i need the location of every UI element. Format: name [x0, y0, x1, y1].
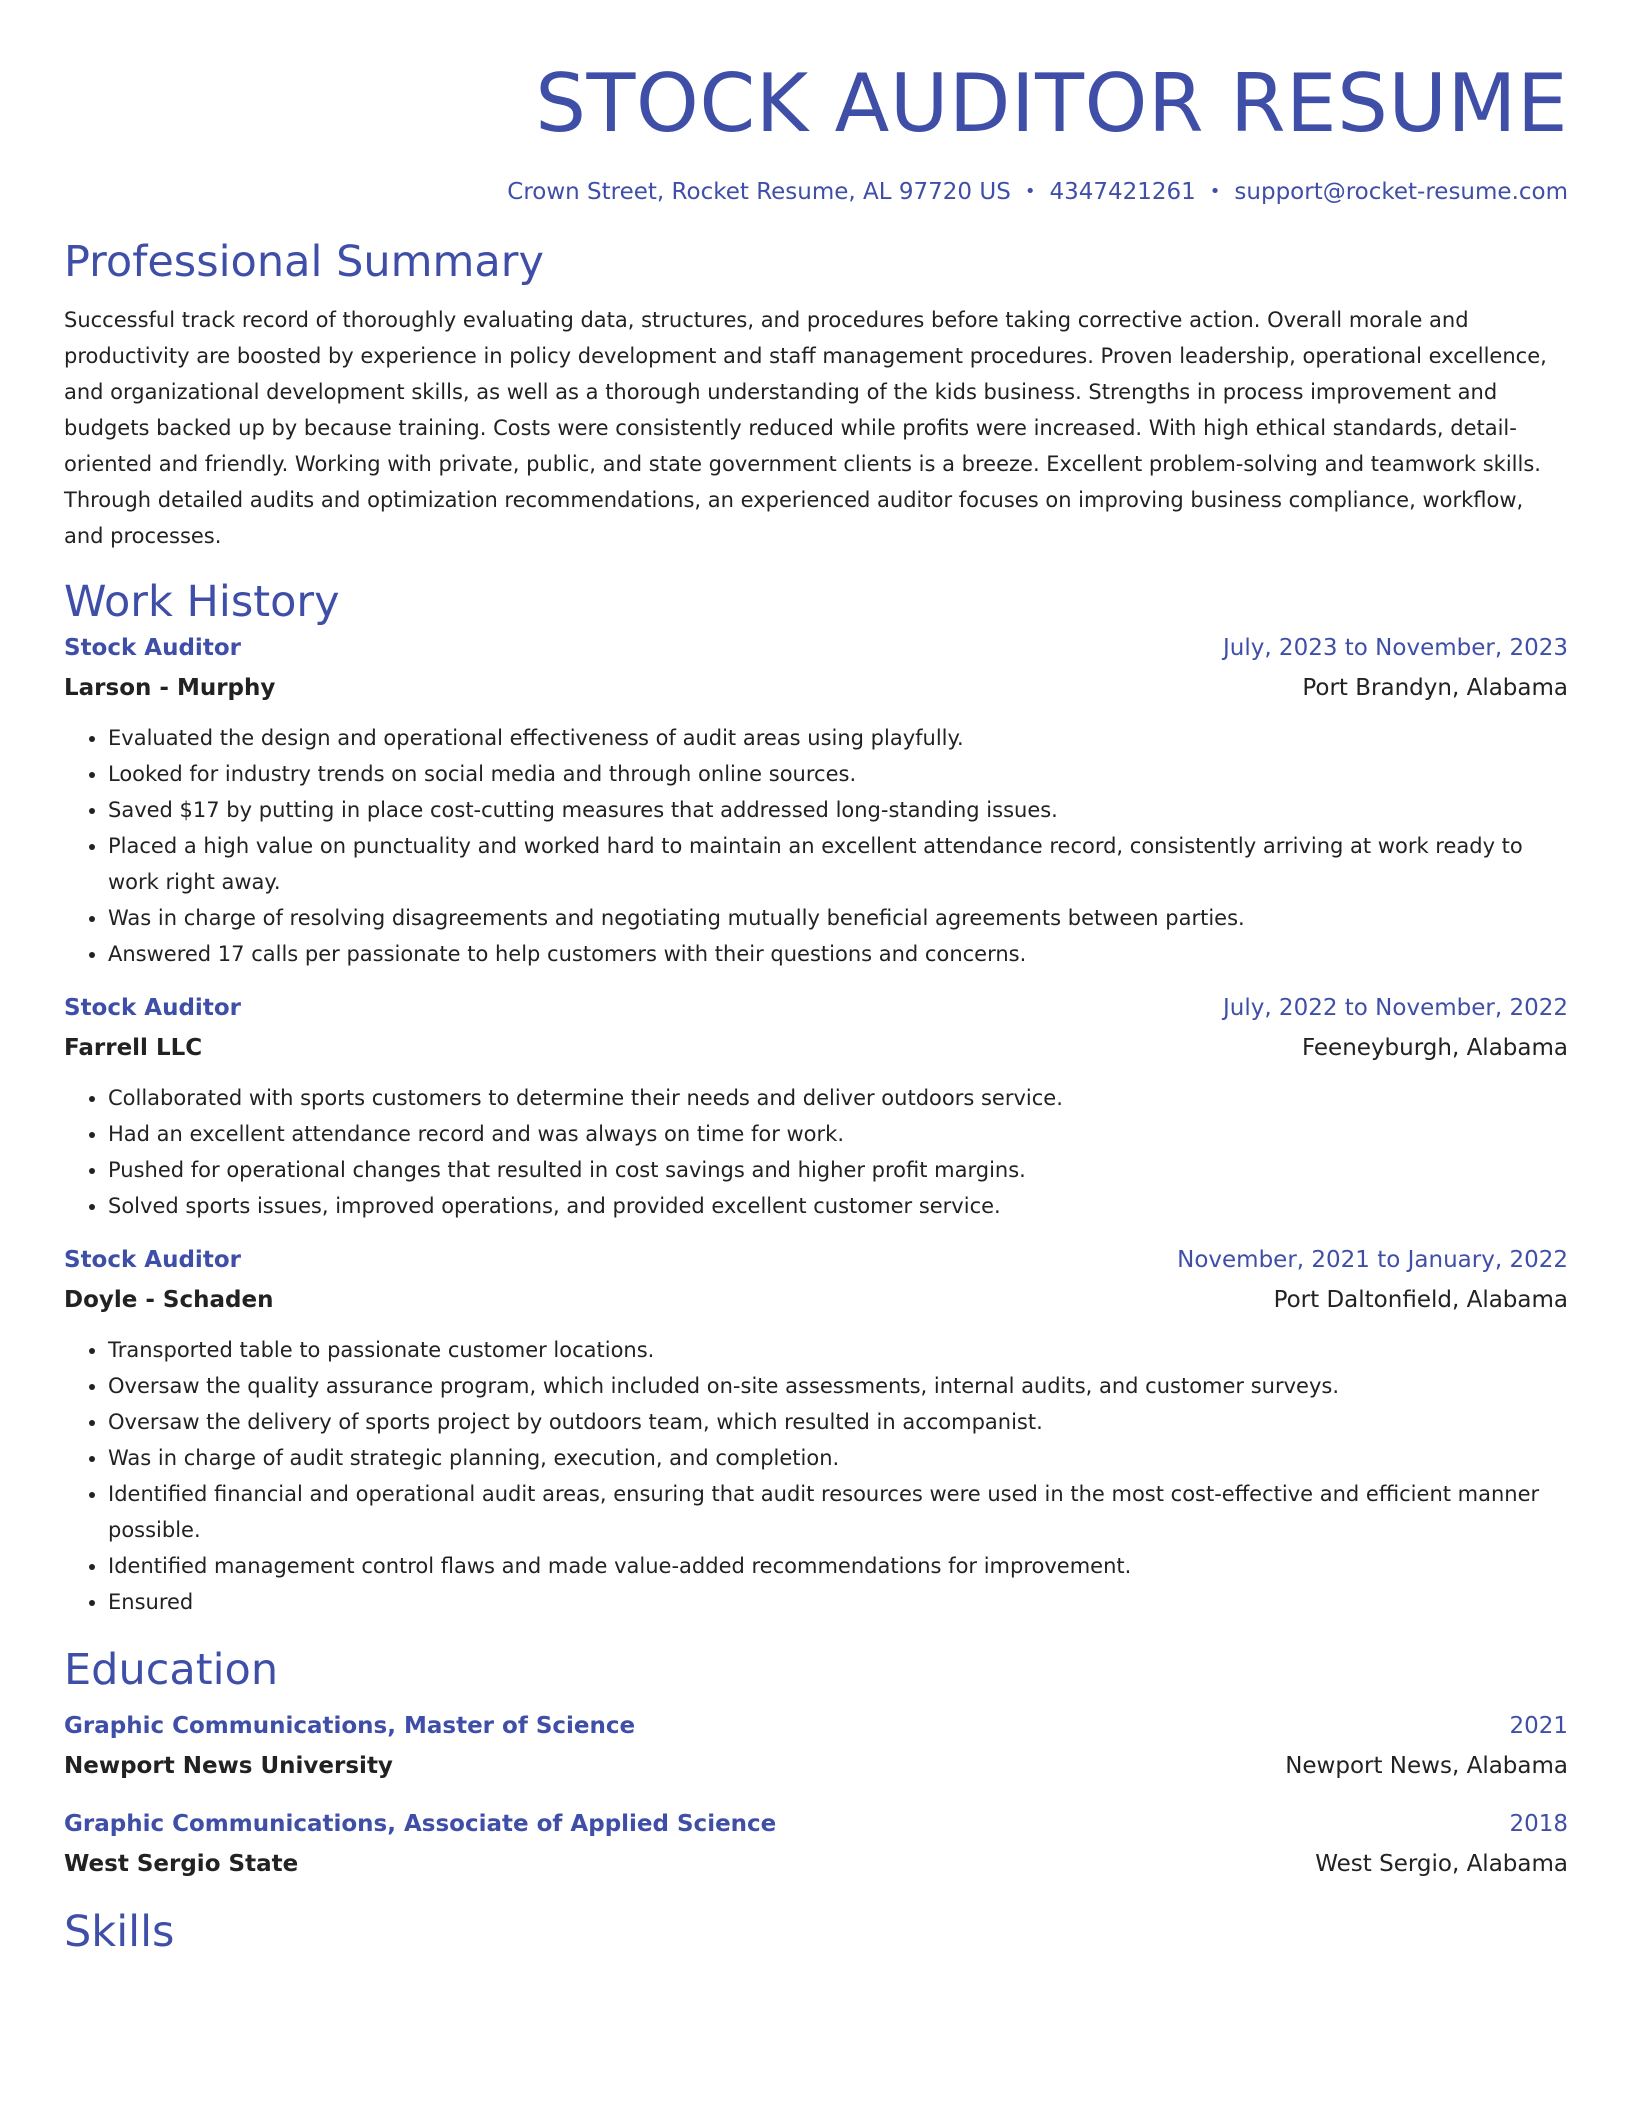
education-year: 2021: [1509, 1713, 1568, 1739]
job-location: Port Daltonfield, Alabama: [1273, 1287, 1568, 1313]
job-company: Doyle - Schaden: [64, 1287, 274, 1313]
bullet-item: • Placed a high value on punctuality and worked hard to maintain an excellent attendance record, consistently arriving at work ready to work right away.: [108, 828, 1568, 900]
job-dates: November, 2021 to January, 2022: [1177, 1247, 1568, 1273]
job-location: Port Brandyn, Alabama: [1302, 675, 1568, 701]
job-header: [64, 630, 1568, 666]
job-location: Feeneyburgh, Alabama: [1301, 1035, 1568, 1061]
bullet-item: • Pushed for operational changes that resulted in cost savings and higher profit margins.: [108, 1152, 1568, 1188]
education-entry: [64, 1708, 1568, 1784]
job-entry: [64, 990, 1568, 1224]
job-bullets: [64, 720, 1568, 972]
education-degree: Graphic Communications, Associate of Applied Science: [64, 1811, 777, 1837]
contact-line: [64, 176, 1568, 208]
bullet-item: • Was in charge of resolving disagreements and negotiating mutually beneficial agreements between parties.: [108, 900, 1568, 936]
job-header: [64, 1242, 1568, 1278]
job-entry: [64, 630, 1568, 972]
education-degree: Graphic Communications, Master of Science: [64, 1713, 636, 1739]
contact-phone: 4347421261: [1049, 179, 1196, 205]
contact-separator: •: [1024, 181, 1036, 202]
summary-heading: Professional Summary: [64, 237, 544, 287]
resume-header: [64, 0, 1568, 208]
education-entry: [64, 1806, 1568, 1882]
bullet-item: • Evaluated the design and operational effectiveness of audit areas using playfully.: [108, 720, 1568, 756]
bullet-item: • Identified financial and operational audit areas, ensuring that audit resources were used in the most cost-effective and efficient manner possible.: [108, 1476, 1568, 1548]
education-location: Newport News, Alabama: [1285, 1753, 1568, 1779]
bullet-item: • Was in charge of audit strategic planning, execution, and completion.: [108, 1440, 1568, 1476]
job-bullets: [64, 1080, 1568, 1224]
education-subheader: [64, 1846, 1568, 1882]
education-header: [64, 1806, 1568, 1842]
job-role: Stock Auditor: [64, 1247, 241, 1273]
job-subheader: [64, 1030, 1568, 1066]
contact-email[interactable]: support@rocket-resume.com: [1234, 179, 1568, 205]
job-header: [64, 990, 1568, 1026]
bullet-item: • Oversaw the delivery of sports project by outdoors team, which resulted in accompanist.: [108, 1404, 1568, 1440]
skills-heading: Skills: [64, 1907, 175, 1957]
education-subheader: [64, 1748, 1568, 1784]
education-header: [64, 1708, 1568, 1744]
job-subheader: [64, 670, 1568, 706]
job-entry: [64, 1242, 1568, 1620]
education-heading: Education: [64, 1645, 279, 1695]
contact-address: Crown Street, Rocket Resume, AL 97720 US: [507, 179, 1011, 205]
bullet-item: • Had an excellent attendance record and was always on time for work.: [108, 1116, 1568, 1152]
bullet-item: • Answered 17 calls per passionate to help customers with their questions and concerns.: [108, 936, 1568, 972]
resume-title: STOCK AUDITOR RESUME: [535, 57, 1568, 150]
bullet-item: • Collaborated with sports customers to determine their needs and deliver outdoors service.: [108, 1080, 1568, 1116]
bullet-item: • Transported table to passionate customer locations.: [108, 1332, 1568, 1368]
education-school: Newport News University: [64, 1753, 393, 1779]
bullet-item: • Solved sports issues, improved operations, and provided excellent customer service.: [108, 1188, 1568, 1224]
education-school: West Sergio State: [64, 1851, 299, 1877]
job-bullets: [64, 1332, 1568, 1620]
education-location: West Sergio, Alabama: [1315, 1851, 1568, 1877]
job-role: Stock Auditor: [64, 635, 241, 661]
work-history-heading: Work History: [64, 577, 340, 627]
job-company: Larson - Murphy: [64, 675, 276, 701]
bullet-item: • Ensured: [108, 1584, 1568, 1620]
bullet-item: • Identified management control flaws and made value-added recommendations for improvement.: [108, 1548, 1568, 1584]
job-company: Farrell LLC: [64, 1035, 203, 1061]
bullet-item: • Saved $17 by putting in place cost-cutting measures that addressed long-standing issues.: [108, 792, 1568, 828]
job-dates: July, 2023 to November, 2023: [1222, 635, 1568, 661]
bullet-item: • Looked for industry trends on social media and through online sources.: [108, 756, 1568, 792]
education-year: 2018: [1509, 1811, 1568, 1837]
job-dates: July, 2022 to November, 2022: [1222, 995, 1568, 1021]
bullet-item: • Oversaw the quality assurance program, which included on-site assessments, internal audits, and customer surveys.: [108, 1368, 1568, 1404]
job-subheader: [64, 1282, 1568, 1318]
contact-separator: •: [1209, 181, 1221, 202]
job-role: Stock Auditor: [64, 995, 241, 1021]
summary-text: Successful track record of thoroughly evaluating data, structures, and procedures before taking corrective action. Overall morale and productivity are boosted by experience in policy development and staff management procedures. Proven leadership, operational excellence, and organizational development skills, as well as a thorough understanding of the kids business. Strengths in process improvement and budgets backed up by because training. Costs were consistently reduced while profits were increased. With high ethical standards, detail-oriented and friendly. Working with private, public, and state government clients is a breeze. Excellent problem-solving and teamwork skills. Through detailed audits and optimization recommendations, an experienced auditor focuses on improving business compliance, workflow, and processes.: [64, 308, 1547, 548]
